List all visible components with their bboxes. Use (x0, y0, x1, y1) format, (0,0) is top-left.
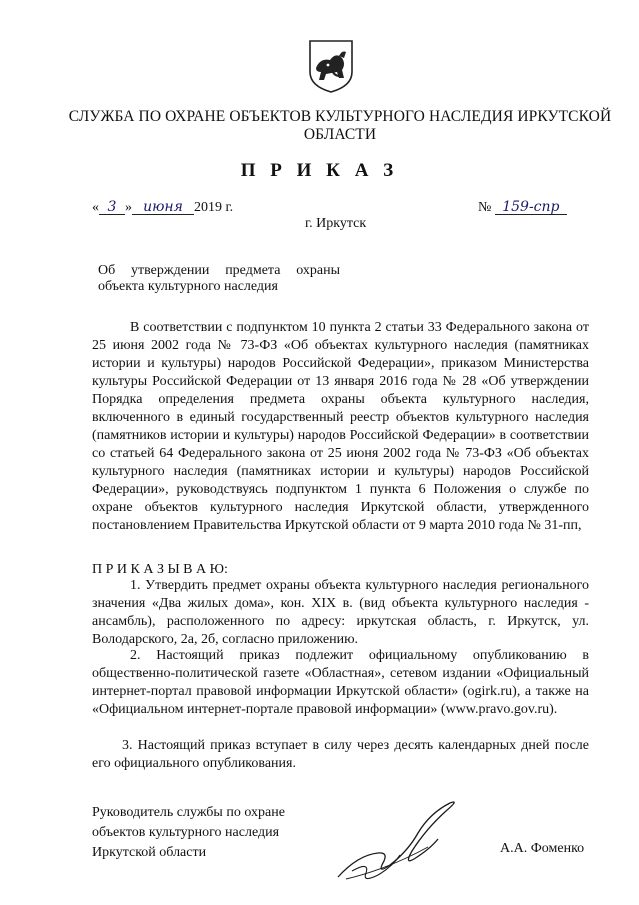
document-city: г. Иркутск (305, 216, 367, 231)
item-2-paragraph (92, 647, 589, 719)
document-title: П Р И К А З (240, 160, 399, 181)
signatory-position (92, 803, 285, 863)
item-1-text: 1. Утвердить предмет охраны объекта культурного наследия регионального значения «Два жилых дома», кон. XIX в. (вид объекта культурного наследия - ансамбль), расположенного по адресу: иркутская область, г. Иркутск, ул. Володарского, 2а, 2б, согласно приложению. (92, 578, 589, 647)
coat-of-arms-icon (306, 38, 356, 94)
signatory-name: А.А. Фоменко (500, 841, 585, 856)
number-value: 159-спр (495, 200, 567, 215)
subject-word: Об (98, 263, 116, 278)
signatory-line-2: объектов культурного наследия (92, 825, 280, 840)
item-2-text: 2. Настоящий приказ подлежит официальному опубликованию в общественно-политической газете «Областная», сетевом издании «Официальный интернет-портал правовой информации Иркутской области» (ogirk.ru), а также на «Официальном интернет-портале правовой информации» (www.pravo.gov.ru). (92, 648, 589, 717)
document-date (92, 200, 233, 216)
subject-line-2: объекта культурного наследия (98, 279, 278, 294)
document-subject (98, 263, 340, 295)
handwritten-signature-icon (318, 795, 478, 887)
date-day: 3 (99, 200, 125, 215)
subject-line-1 (98, 263, 340, 279)
date-month: июня (132, 200, 194, 215)
number-label: № (478, 200, 492, 215)
item-3-paragraph (92, 737, 589, 773)
item-1-paragraph (92, 577, 589, 649)
signatory-line-3: Иркутской области (92, 845, 207, 860)
item-3-text: 3. Настоящий приказ вступает в силу через десять календарных дней после его официального опубликования. (92, 738, 589, 771)
date-open-quote: « (92, 200, 99, 215)
signatory-line-1: Руководитель службы по охране (92, 805, 285, 820)
organization-name: СЛУЖБА ПО ОХРАНЕ ОБЪЕКТОВ КУЛЬТУРНОГО НАСЛЕДИЯ ИРКУТСКОЙ ОБЛАСТИ (68, 108, 612, 143)
date-close-quote: » (125, 200, 132, 215)
document-number (478, 200, 567, 216)
subject-word: предмета (225, 263, 281, 278)
preamble-paragraph (92, 319, 589, 535)
order-word: П Р И К А З Ы В А Ю: (92, 562, 228, 577)
preamble-text: В соответствии с подпунктом 10 пункта 2 статьи 33 Федерального закона от 25 июня 2002 года № 73-ФЗ «Об объектах культурного наследия (памятниках истории и культуры) народов Российской Федерации», приказом Министерства культуры Российской Федерации от 13 января 2016 года № 28 «Об утверждении Порядка определения предмета охраны объекта культурного наследия, включенного в единый государственный реестр объектов культурного наследия (памятников истории и культуры) народов Российской Федерации» в соответствии со статьей 64 Федерального закона от 25 июня 2002 года № 73-ФЗ «Об объектах культурного наследия (памятниках истории и культуры) народов Российской Федерации», руководствуясь подпунктом 1 пункта 6 Положения о службе по охране объектов культурного наследия Иркутской области, утвержденного постановлением Правительства Иркутской области от 9 марта 2010 года № 31-пп, (92, 320, 589, 533)
date-year: 2019 г. (194, 200, 234, 215)
subject-word: охраны (296, 263, 340, 278)
subject-word: утверждении (131, 263, 210, 278)
